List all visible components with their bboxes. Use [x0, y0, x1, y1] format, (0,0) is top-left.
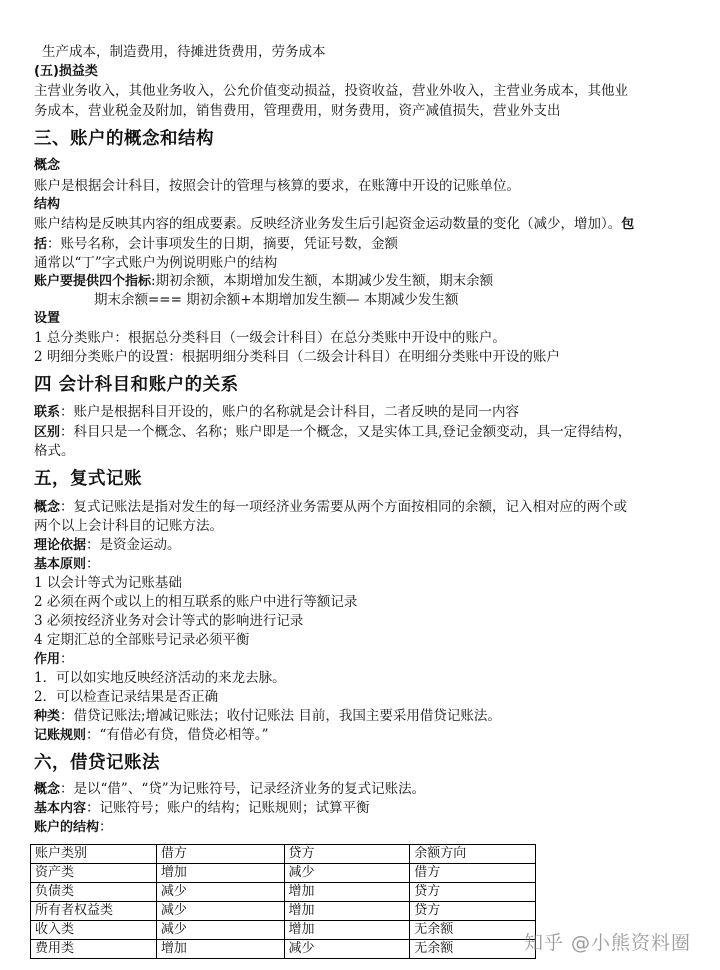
text-line: 通常以“丁”字式账户为例说明账户的结构: [34, 255, 278, 271]
table-header-cell: 账户类别: [31, 845, 157, 864]
text-line: [34, 817, 113, 837]
label-concept: 概念: [34, 158, 61, 173]
text-span: ：借贷记账法;增减记账法；收付记账法 目前，我国主要采用借贷记账法。: [60, 708, 501, 724]
formula-line: 期末余额=== 期初余额+本期增加发生额— 本期减少发生额: [94, 292, 459, 308]
text-span: ：: [99, 819, 113, 835]
text-line: [34, 798, 370, 818]
text-span: ：“有借必有贷，借贷必相等。”: [86, 727, 269, 743]
subheading-profit-loss: (五)损益类: [34, 64, 98, 79]
text-line: [34, 271, 493, 291]
table-cell: 贷方: [410, 902, 536, 921]
table-cell: 所有者权益类: [31, 902, 157, 921]
table-cell: 增加: [156, 940, 284, 959]
bold-span: 账户要提供四个指标: [34, 274, 152, 289]
text-line: [34, 234, 398, 254]
text-span: ：是以“借”、“贷”为记账符号，记录经济业务的复式记账法。: [60, 781, 426, 797]
table-row: [31, 940, 536, 959]
text-line: [34, 779, 425, 799]
table-cell: 资产类: [31, 864, 157, 883]
bold-span: 括: [34, 237, 48, 252]
text-line: [34, 649, 74, 669]
text-line: [34, 725, 269, 745]
text-span: ：复式记账法是指对发生的每一项经济业务需要从两个方面按相同的余额，记入相对应的两个或: [60, 499, 628, 515]
table-cell: 减少: [156, 883, 284, 902]
table-cell: 借方: [410, 864, 536, 883]
list-item: 2．可以检查记录结果是否正确: [34, 689, 219, 705]
table-cell: 减少: [156, 902, 284, 921]
section-heading-5: 五，复式记账: [34, 469, 142, 489]
label-function: 作用: [34, 652, 61, 667]
text-span: ：是资金运动。: [86, 537, 181, 553]
list-item: 1．可以如实地反映经济活动的来龙去脉。: [34, 670, 286, 686]
section-heading-4: 四 会计科目和账户的关系: [34, 375, 239, 395]
table-cell: 增加: [284, 883, 410, 902]
table-row: [31, 921, 536, 940]
text-span: ：: [60, 651, 74, 667]
bold-span: 记账规则: [34, 728, 87, 743]
text-line: [34, 214, 634, 234]
bold-span: 理论依据: [34, 538, 87, 553]
table-header-cell: 余额方向: [410, 845, 536, 864]
bold-span: 基本内容: [34, 801, 87, 816]
text-line: 两个以上会计科目的记账方法。: [34, 518, 223, 534]
text-line: [34, 706, 501, 726]
table-header-cell: 借方: [156, 845, 284, 864]
text-span: ：账号名称，会计事项发生的日期，摘要，凭证号数，金额: [47, 236, 399, 252]
text-span: 账户结构是反映其内容的组成要素。反映经济业务发生后引起资金运动数量的变化（减少，增加）。: [34, 216, 622, 232]
table-row: [31, 883, 536, 902]
label-structure: 结构: [34, 197, 61, 212]
table-cell: 增加: [284, 902, 410, 921]
text-line: [34, 535, 181, 555]
table-cell: 贷方: [410, 883, 536, 902]
text-line: 1 总分类账户：根据总分类科目（一级会计科目）在总分类账中开设中的账户。: [34, 330, 506, 346]
table-cell: 费用类: [31, 940, 157, 959]
label-account-structure: 账户的结构: [34, 820, 100, 835]
table-cell: 负债类: [31, 883, 157, 902]
list-item: 4 定期汇总的全部账号记录必须平衡: [34, 632, 250, 648]
bold-span: 联系: [34, 405, 61, 420]
table-header-row: [31, 845, 536, 864]
text-line: 主营业务收入，其他业务收入，公允价值变动损益，投资收益，营业外收入，主营业务成本，其他业: [34, 83, 628, 99]
text-line: 账户是根据会计科目，按照会计的管理与核算的要求，在账簿中开设的记账单位。: [34, 178, 520, 194]
table-header-cell: 贷方: [284, 845, 410, 864]
text-line: [34, 422, 631, 442]
table-cell: 收入类: [31, 921, 157, 940]
bold-span: 概念: [34, 500, 61, 515]
text-span: ：: [86, 556, 100, 572]
section-heading-3: 三、账户的概念和结构: [34, 129, 214, 149]
table-cell: 增加: [156, 864, 284, 883]
text-line: 务成本，营业税金及附加，销售费用，管理费用，财务费用，资产减值损失，营业外支出: [34, 103, 561, 119]
text-line: [34, 402, 519, 422]
bold-span: 概念: [34, 782, 61, 797]
text-span: ：记账符号；账户的结构；记账规则；试算平衡: [86, 800, 370, 816]
text-line: [34, 554, 100, 574]
text-span: :期初余额，本期增加发生额，本期减少发生额，期末余额: [151, 273, 494, 289]
list-item: 3 必须按经济业务对会计等式的影响进行记录: [34, 613, 304, 629]
table-cell: 无余额: [410, 940, 536, 959]
text-line: [34, 497, 627, 517]
bold-span: 包: [621, 217, 635, 232]
text-line: 格式。: [34, 443, 75, 459]
text-span: ：账户是根据科目开设的，账户的名称就是会计科目，二者反映的是同一内容: [60, 404, 520, 420]
watermark: 知乎 @小熊资料圈: [524, 932, 692, 954]
section-heading-6: 六，借贷记账法: [34, 753, 160, 773]
label-principles: 基本原则: [34, 557, 87, 572]
table-cell: 减少: [156, 921, 284, 940]
bold-span: 区别: [34, 425, 61, 440]
bold-span: 种类: [34, 709, 61, 724]
table-row: [31, 902, 536, 921]
text-line: 生产成本，制造费用，待摊进货费用，劳务成本: [42, 44, 326, 60]
table-row: [31, 864, 536, 883]
text-span: ：科目只是一个概念、名称；账户即是一个概念，又是实体工具,登记金额变动，具一定得结构，: [60, 424, 632, 440]
table-cell: 无余额: [410, 921, 536, 940]
table-cell: 减少: [284, 864, 410, 883]
list-item: 1 以会计等式为记账基础: [34, 575, 182, 591]
text-line: 2 明细分类账户的设置：根据明细分类科目（二级会计科目）在明细分类账中开设的账户: [34, 349, 560, 365]
account-structure-table: [30, 844, 536, 959]
table-cell: 减少: [284, 940, 410, 959]
label-setup: 设置: [34, 311, 61, 326]
table-cell: 增加: [284, 921, 410, 940]
list-item: 2 必须在两个或以上的相互联系的账户中进行等额记录: [34, 594, 358, 610]
